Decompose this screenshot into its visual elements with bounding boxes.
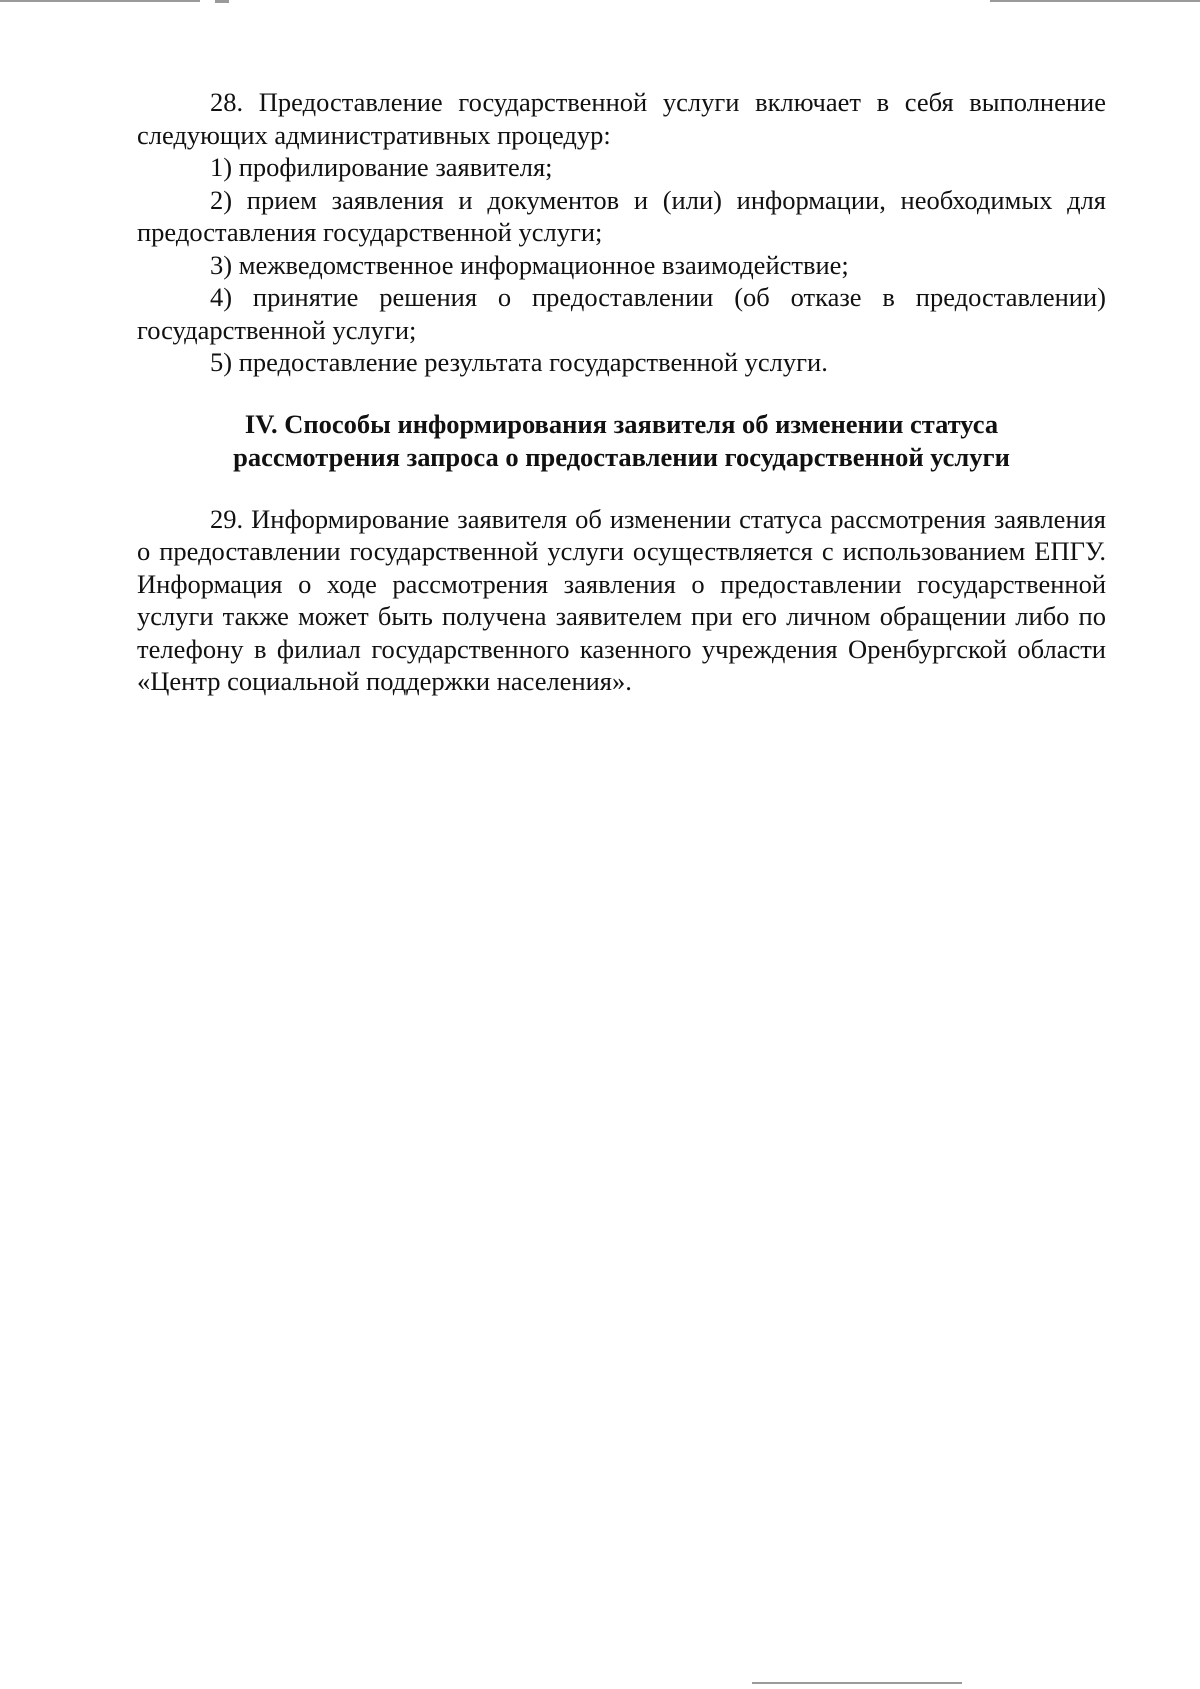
procedure-item-1: 1) профилирование заявителя; bbox=[210, 152, 553, 182]
scan-edge-top-right bbox=[990, 0, 1200, 2]
section-heading-line-2: рассмотрения запроса о предоставлении государственной услуги bbox=[233, 441, 1010, 472]
procedure-item-4: 4) принятие решения о предоставлении (об отказе в предоставлении) государственной услуги; bbox=[137, 282, 1106, 345]
procedure-item-2: 2) прием заявления и документов и (или) информации, необходимых для предоставления государственной услуги; bbox=[137, 184, 1106, 247]
paragraph-29: 29. Информирование заявителя об изменении статуса рассмотрения заявления о предоставлении государственной услуги осуществляется с использованием ЕПГУ. Информация о ходе рассмотрения заявления о предоставлении государственной услуги также может быть получена заявителем при его личном обращении либо по телефону в филиал государственного казенного учреждения Оренбургской области «Центр социальной поддержки населения». bbox=[137, 503, 1106, 696]
procedure-item-5: 5) предоставление результата государственной услуги. bbox=[210, 347, 828, 377]
scan-edge-top-mid bbox=[215, 0, 229, 3]
paragraph-28: 28. Предоставление государственной услуги включает в себя выполнение следующих административных процедур: bbox=[137, 87, 1106, 150]
section-heading-line-1: IV. Способы информирования заявителя об изменении статуса bbox=[244, 408, 999, 439]
procedure-item-3: 3) межведомственное информационное взаимодействие; bbox=[210, 249, 849, 280]
section-heading bbox=[137, 408, 1106, 474]
scan-edge-bottom bbox=[752, 1682, 962, 1684]
document-page bbox=[137, 86, 1106, 698]
scan-edge-top-left bbox=[0, 0, 200, 2]
